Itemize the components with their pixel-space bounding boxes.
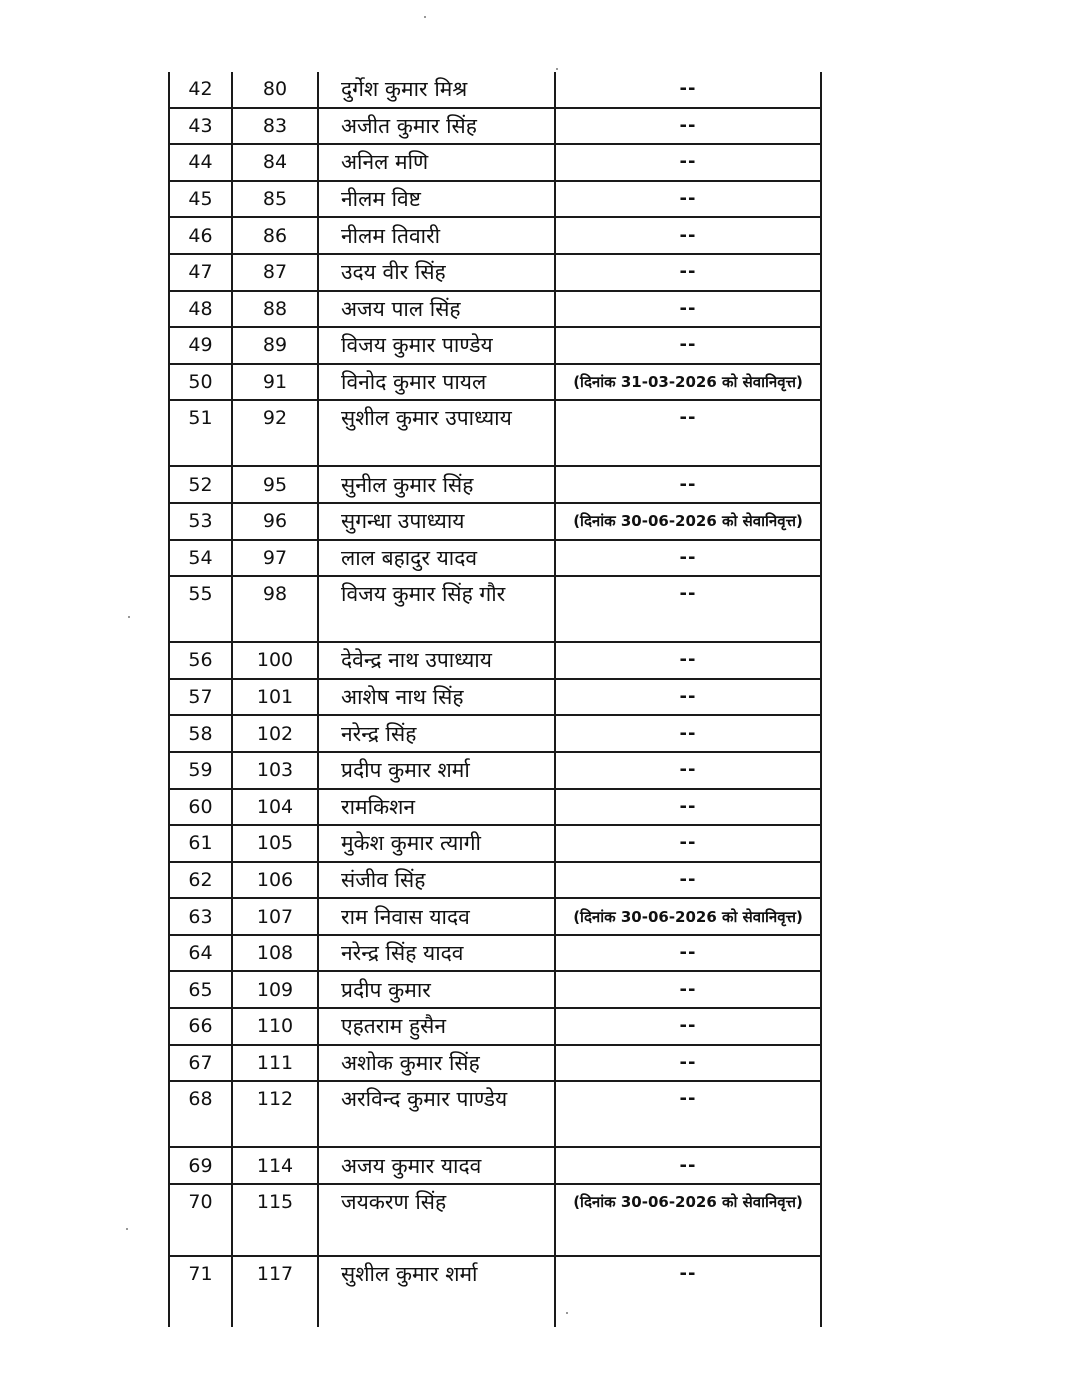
employee-name: लाल बहादुर यादव [318,540,555,577]
employee-name: अजय कुमार यादव [318,1147,555,1184]
table-row [169,254,821,291]
table-row [169,400,821,466]
retirement-remark: (दिनांक 30-06-2026 को सेवानिवृत्त) [555,1184,821,1256]
serial-number: 55 [169,576,232,642]
remark: -- [555,1008,821,1045]
employee-name: नीलम तिवारी [318,217,555,254]
retirement-remark: (दिनांक 30-06-2026 को सेवानिवृत्त) [555,503,821,540]
serial-number: 60 [169,789,232,826]
remark: -- [555,540,821,577]
table-row [169,108,821,145]
remark: -- [555,217,821,254]
table-row [169,72,821,108]
seniority-number: 103 [232,752,318,789]
employee-name: नरेन्द्र सिंह यादव [318,935,555,972]
employee-name: एहतराम हुसैन [318,1008,555,1045]
table-row [169,1147,821,1184]
seniority-number: 112 [232,1081,318,1147]
remark: -- [555,144,821,181]
table-row [169,144,821,181]
employee-name: रामकिशन [318,789,555,826]
seniority-number: 92 [232,400,318,466]
serial-number: 50 [169,364,232,401]
table-row [169,971,821,1008]
table-row [169,679,821,716]
seniority-number: 111 [232,1045,318,1082]
table-row [169,935,821,972]
seniority-number: 83 [232,108,318,145]
employee-name: विजय कुमार सिंह गौर [318,576,555,642]
seniority-number: 102 [232,715,318,752]
table-row [169,576,821,642]
seniority-number: 105 [232,825,318,862]
table-row [169,898,821,935]
table-row [169,1256,821,1327]
employee-name: अजीत कुमार सिंह [318,108,555,145]
remark: -- [555,576,821,642]
seniority-number: 84 [232,144,318,181]
remark: -- [555,327,821,364]
seniority-number: 108 [232,935,318,972]
scan-speck [556,68,558,70]
serial-number: 58 [169,715,232,752]
seniority-number: 85 [232,181,318,218]
table-row [169,862,821,899]
serial-number: 57 [169,679,232,716]
table-row [169,825,821,862]
seniority-number: 106 [232,862,318,899]
serial-number: 71 [169,1256,232,1327]
employee-name: आशेष नाथ सिंह [318,679,555,716]
seniority-number: 88 [232,291,318,328]
serial-number: 59 [169,752,232,789]
retirement-remark: (दिनांक 30-06-2026 को सेवानिवृत्त) [555,898,821,935]
seniority-number: 114 [232,1147,318,1184]
table-row [169,1008,821,1045]
serial-number: 45 [169,181,232,218]
table-row [169,1081,821,1147]
serial-number: 52 [169,466,232,503]
employee-name: सुगन्धा उपाध्याय [318,503,555,540]
retirement-remark: (दिनांक 31-03-2026 को सेवानिवृत्त) [555,364,821,401]
remark: -- [555,108,821,145]
table-row [169,327,821,364]
serial-number: 54 [169,540,232,577]
table-row [169,181,821,218]
employee-name: अशोक कुमार सिंह [318,1045,555,1082]
employee-name: देवेन्द्र नाथ उपाध्याय [318,642,555,679]
remark: -- [555,1045,821,1082]
table-row [169,466,821,503]
scan-speck [128,616,130,618]
remark: -- [555,1147,821,1184]
employee-name: सुशील कुमार शर्मा [318,1256,555,1327]
seniority-number: 110 [232,1008,318,1045]
remark: -- [555,935,821,972]
serial-number: 56 [169,642,232,679]
remark: -- [555,254,821,291]
seniority-number: 107 [232,898,318,935]
table-row [169,1184,821,1256]
serial-number: 61 [169,825,232,862]
table-row [169,503,821,540]
table-row [169,752,821,789]
serial-number: 66 [169,1008,232,1045]
employee-name: प्रदीप कुमार [318,971,555,1008]
serial-number: 67 [169,1045,232,1082]
employee-name: सुनील कुमार सिंह [318,466,555,503]
serial-number: 47 [169,254,232,291]
serial-number: 46 [169,217,232,254]
remark: -- [555,862,821,899]
employee-name: उदय वीर सिंह [318,254,555,291]
table-row [169,217,821,254]
table-row [169,789,821,826]
employee-name: नरेन्द्र सिंह [318,715,555,752]
table-row [169,642,821,679]
remark: -- [555,825,821,862]
employee-name: अनिल मणि [318,144,555,181]
employee-name: अजय पाल सिंह [318,291,555,328]
seniority-number: 80 [232,72,318,108]
remark: -- [555,971,821,1008]
employee-name: नीलम विष्ट [318,181,555,218]
seniority-number: 86 [232,217,318,254]
employee-name: मुकेश कुमार त्यागी [318,825,555,862]
seniority-number: 104 [232,789,318,826]
seniority-number: 89 [232,327,318,364]
scan-speck [126,1228,128,1230]
serial-number: 68 [169,1081,232,1147]
employee-name: अरविन्द कुमार पाण्डेय [318,1081,555,1147]
employee-name: दुर्गेश कुमार मिश्र [318,72,555,108]
remark: -- [555,400,821,466]
scan-speck [566,1312,568,1314]
serial-number: 65 [169,971,232,1008]
remark: -- [555,181,821,218]
remark: -- [555,715,821,752]
seniority-number: 109 [232,971,318,1008]
seniority-number: 100 [232,642,318,679]
serial-number: 43 [169,108,232,145]
serial-number: 44 [169,144,232,181]
table-row [169,291,821,328]
seniority-number: 97 [232,540,318,577]
remark: -- [555,72,821,108]
serial-number: 64 [169,935,232,972]
employee-name: विजय कुमार पाण्डेय [318,327,555,364]
serial-number: 48 [169,291,232,328]
serial-number: 62 [169,862,232,899]
serial-number: 51 [169,400,232,466]
serial-number: 70 [169,1184,232,1256]
remark: -- [555,1081,821,1147]
serial-number: 69 [169,1147,232,1184]
table-row [169,715,821,752]
employee-name: प्रदीप कुमार शर्मा [318,752,555,789]
employee-name: संजीव सिंह [318,862,555,899]
seniority-number: 115 [232,1184,318,1256]
serial-number: 49 [169,327,232,364]
seniority-number: 87 [232,254,318,291]
table-row [169,540,821,577]
employee-name: विनोद कुमार पायल [318,364,555,401]
remark: -- [555,642,821,679]
seniority-number: 95 [232,466,318,503]
serial-number: 42 [169,72,232,108]
employee-name: राम निवास यादव [318,898,555,935]
employee-name: जयकरण सिंह [318,1184,555,1256]
scan-speck [424,16,426,18]
seniority-number: 101 [232,679,318,716]
remark: -- [555,789,821,826]
table-row [169,1045,821,1082]
remark: -- [555,291,821,328]
serial-number: 63 [169,898,232,935]
seniority-table [168,72,822,1327]
seniority-number: 91 [232,364,318,401]
remark: -- [555,752,821,789]
remark: -- [555,466,821,503]
remark: -- [555,1256,821,1327]
seniority-number: 98 [232,576,318,642]
table-row [169,364,821,401]
employee-name: सुशील कुमार उपाध्याय [318,400,555,466]
seniority-number: 96 [232,503,318,540]
remark: -- [555,679,821,716]
serial-number: 53 [169,503,232,540]
seniority-number: 117 [232,1256,318,1327]
